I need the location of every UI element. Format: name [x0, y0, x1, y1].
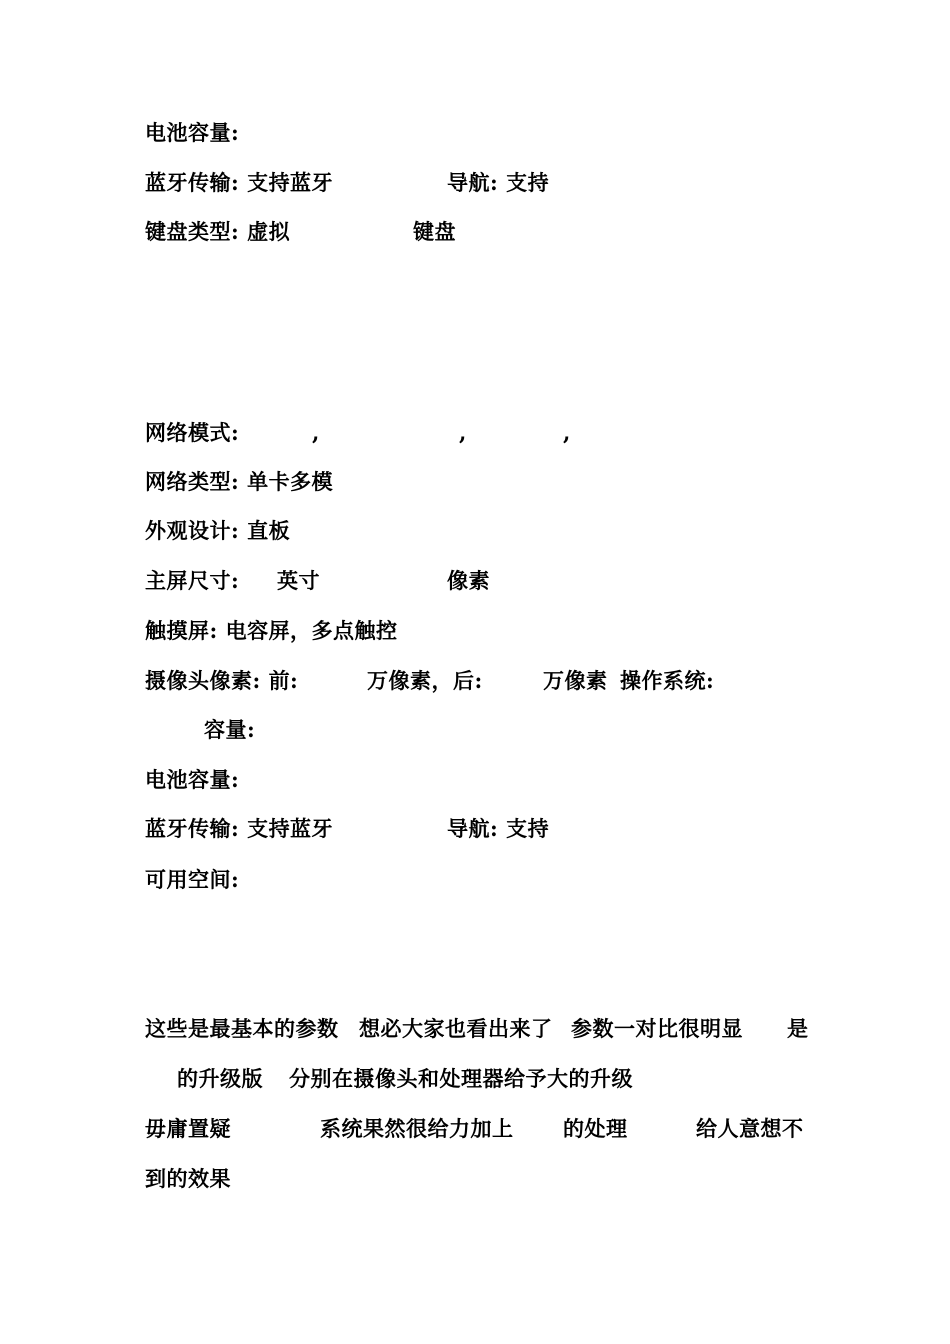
- paragraph-line3-d: 给人意想不: [696, 1116, 804, 1141]
- keyboard-type-label: 键盘类型: 虚拟: [145, 219, 291, 244]
- camera-back-label: 万像素，后:: [367, 668, 483, 693]
- paragraph-line3-a: 毋庸置疑: [145, 1116, 231, 1141]
- screen-pixels: 像素: [447, 568, 490, 593]
- paragraph-line1-d: 是: [787, 1016, 809, 1041]
- network-mode-comma-1: ,: [312, 420, 320, 445]
- network-mode-comma-3: ,: [563, 420, 571, 445]
- touchscreen-label: 触摸屏: 电容屏，多点触控: [145, 618, 398, 643]
- camera-front-label: 摄像头像素: 前:: [145, 668, 299, 693]
- paragraph-line1-b: 想必大家也看出来了: [359, 1016, 553, 1041]
- design-label: 外观设计: 直板: [145, 518, 291, 543]
- keyboard-type-value: 键盘: [413, 219, 456, 244]
- available-space-label: 可用空间:: [145, 867, 240, 892]
- paragraph-line3-b: 系统果然很给力加上: [320, 1116, 514, 1141]
- screen-size-inch: 英寸: [277, 568, 320, 593]
- screen-size-label: 主屏尺寸:: [145, 568, 240, 593]
- navigation-label: 导航: 支持: [447, 170, 550, 195]
- network-type-label: 网络类型: 单卡多模: [145, 469, 334, 494]
- battery-capacity-label-2: 电池容量:: [145, 767, 240, 792]
- paragraph-line3-c: 的处理: [563, 1116, 628, 1141]
- bluetooth-label: 蓝牙传输: 支持蓝牙: [145, 170, 334, 195]
- navigation-label-2: 导航: 支持: [447, 816, 550, 841]
- paragraph-line1-c: 参数一对比很明显: [571, 1016, 743, 1041]
- battery-capacity-label: 电池容量:: [145, 120, 240, 145]
- network-mode-label: 网络模式:: [145, 420, 240, 445]
- bluetooth-label-2: 蓝牙传输: 支持蓝牙: [145, 816, 334, 841]
- paragraph-line4: 到的效果: [145, 1166, 231, 1191]
- paragraph-line1-a: 这些是最基本的参数: [145, 1016, 339, 1041]
- paragraph-line2-a: 的升级版: [177, 1066, 263, 1091]
- paragraph-line2-b: 分别在摄像头和处理器给予大的升级: [289, 1066, 633, 1091]
- network-mode-comma-2: ,: [459, 420, 467, 445]
- camera-unit: 万像素: [543, 668, 608, 693]
- capacity-label: 容量:: [204, 717, 256, 742]
- os-label: 操作系统:: [620, 668, 715, 693]
